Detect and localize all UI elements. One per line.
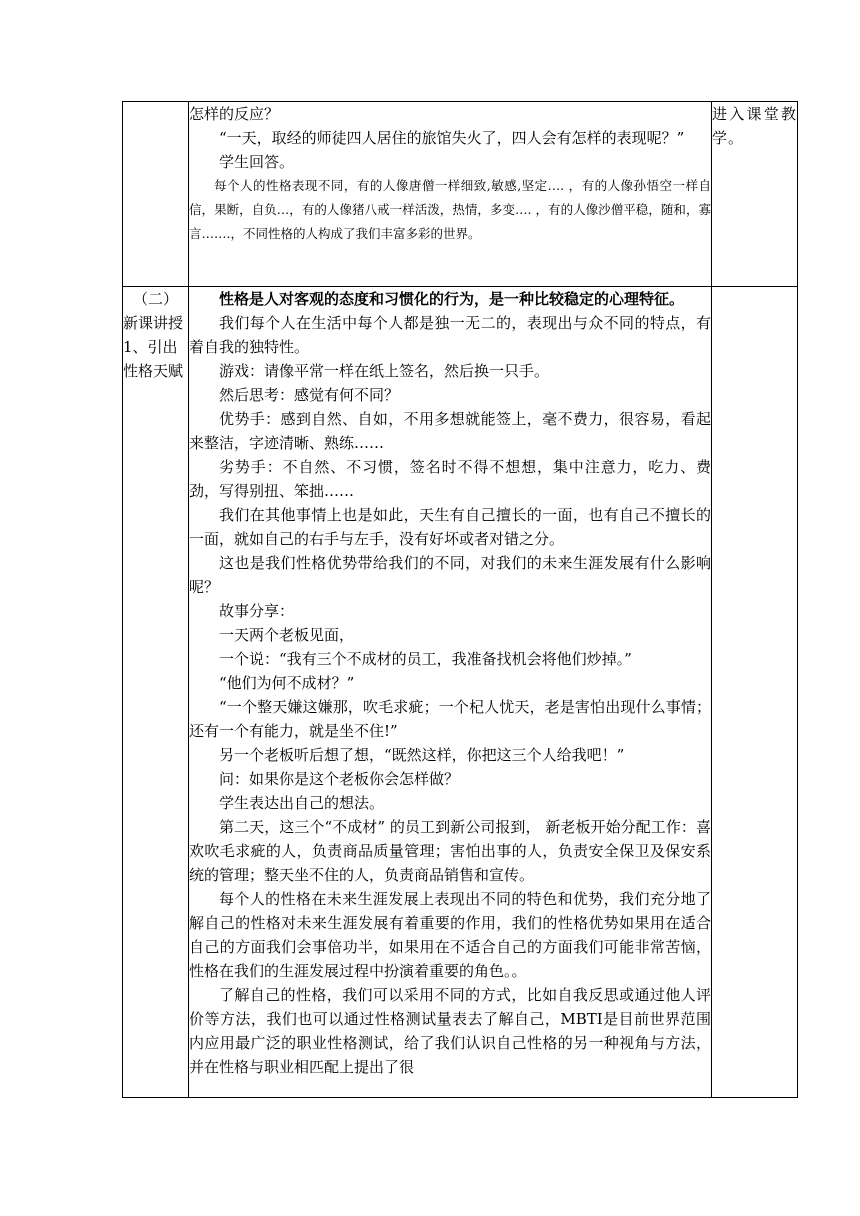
paragraph: 学生回答。 <box>219 153 295 171</box>
paragraph: “一天，取经的师徒四人居住的旅馆失火了，四人会有怎样的表现呢？” <box>219 129 685 147</box>
content-cell <box>189 102 712 287</box>
note-text: 进入课堂教学。 <box>712 105 797 147</box>
stage-cell <box>123 102 189 287</box>
paragraph: “他们为何不成材？” <box>219 674 355 692</box>
lesson-plan-table <box>122 101 798 1098</box>
stage-heading: （二） <box>132 290 178 308</box>
paragraph: 问：如果你是这个老板你会怎样做？ <box>219 770 460 788</box>
paragraph: 优势手：感到自然、自如，不用多想就能签上，毫不费力，很容易，看起来整洁，字迹清晰、熟练…… <box>189 410 711 452</box>
paragraph: 另一个老板听后想了想，“既然这样，你把这三个人给我吧！” <box>219 746 625 764</box>
table-row <box>123 102 798 287</box>
paragraph: 这也是我们性格优势带给我们的不同，对我们的未来生涯发展有什么影响呢？ <box>189 554 711 596</box>
paragraph: 怎样的反应？ <box>189 105 280 123</box>
paragraph: 我们每个人在生活中每个人都是独一无二的，表现出与众不同的特点，有着自我的独特性。 <box>189 314 711 356</box>
paragraph: “一个整天嫌这嫌那，吹毛求疵；一个杞人忧天，老是害怕出现什么事情；还有一个有能力，就是坐不住!” <box>189 698 711 740</box>
stage-cell <box>123 287 189 1098</box>
content-cell <box>189 287 712 1098</box>
paragraph: 一天两个老板见面， <box>219 626 355 644</box>
paragraph: 一个说：“我有三个不成材的员工，我准备找机会将他们炒掉。” <box>219 650 632 668</box>
paragraph: 了解自己的性格，我们可以采用不同的方式，比如自我反思或通过他人评价等方法，我们也可以通过性格测试量表去了解自己，MBTI是目前世界范围内应用最广泛的职业性格测试，给了我们认识自己性格的另一种视角与方法，并在性格与职业相匹配上提出了很 <box>189 986 711 1076</box>
paragraph: 游戏：请像平常一样在纸上签名，然后换一只手。 <box>219 362 550 380</box>
paragraph: 第二天，这三个“不成材” 的员工到新公司报到， 新老板开始分配工作：喜欢吹毛求疵的人，负责商品质量管理；害怕出事的人，负责安全保卫及保安系统的管理；整天坐不住的人，负责商品销售和宣传。 <box>189 818 711 884</box>
paragraph: 我们在其他事情上也是如此，天生有自己擅长的一面，也有自己不擅长的一面，就如自己的右手与左手，没有好坏或者对错之分。 <box>189 506 711 548</box>
paragraph: 故事分享： <box>219 602 295 620</box>
paragraph: 每个人的性格表现不同，有的人像唐僧一样细致,敏感,坚定…. ，有的人像孙悟空一样自信，果断，自负…，有的人像猪八戒一样活泼，热情，多变…. ，有的人像沙僧平稳，随和，寡言…….，不同性格的人构成了我们丰富多彩的世界。 <box>189 178 711 241</box>
paragraph: 然后思考：感觉有何不同？ <box>219 386 400 404</box>
paragraph: 学生表达出自己的想法。 <box>219 794 385 812</box>
note-cell <box>712 287 798 1098</box>
paragraph: 每个人的性格在未来生涯发展上表现出不同的特色和优势，我们充分地了解自己的性格对未来生涯发展有着重要的作用，我们的性格优势如果用在适合自己的方面我们会事倍功半，如果用在不适合自己的方面我们可能非常苦恼，性格在我们的生涯发展过程中扮演着重要的角色。。 <box>189 890 711 980</box>
stage-title: 新课讲授 <box>123 314 184 332</box>
paragraph: 劣势手：不自然、不习惯，签名时不得不想想，集中注意力，吃力、费劲，写得别扭、笨拙…… <box>189 458 711 500</box>
stage-subtitle: 1、引出性格天赋 <box>123 338 184 380</box>
table-row <box>123 287 798 1098</box>
definition-paragraph: 性格是人对客观的态度和习惯化的行为，是一种比较稳定的心理特征。 <box>219 290 685 308</box>
note-cell <box>712 102 798 287</box>
